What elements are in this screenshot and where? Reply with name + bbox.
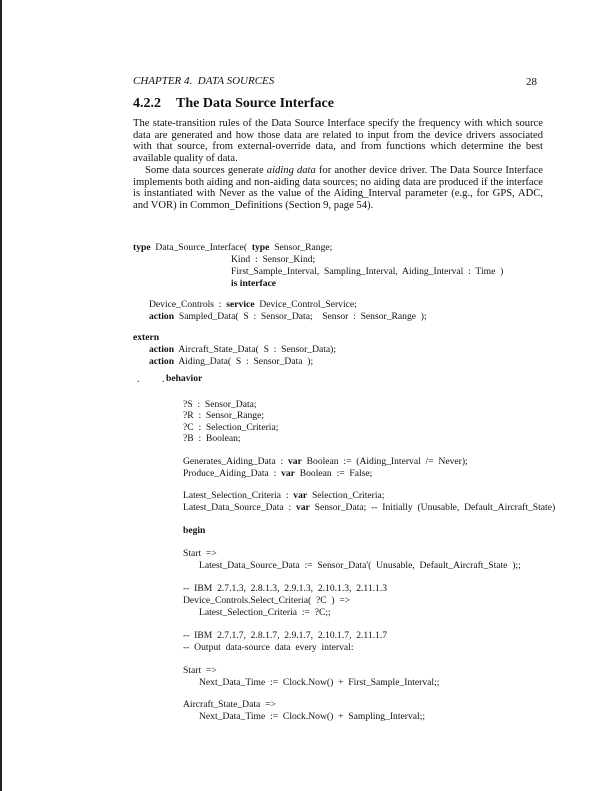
- code-line: [199, 678, 439, 688]
- code-line: [149, 300, 357, 310]
- paragraph-text: for another device driver. The Data Source Interface implements both aiding and non-aiding data sources; no aiding data are produced if the interface is instantiated with Never as the value of the Aiding_Interval parameter (e.g., for GPS, ADC, and VOR) in Common_Definitions (Section 9, page 54).: [133, 164, 544, 211]
- code-text: Latest_Selection_Criteria := ?C;;: [199, 607, 331, 618]
- paragraph-text: Some data sources generate: [145, 164, 267, 176]
- code-text: Device_Controls.Select_Criteria( ?C ) =>: [183, 595, 351, 606]
- code-text: Latest_Selection_Criteria :: [183, 490, 294, 501]
- code-text: Start =>: [183, 665, 217, 676]
- code-keyword: action: [149, 311, 175, 322]
- section-title: The Data Source Interface: [176, 96, 334, 111]
- code-keyword: service: [226, 299, 255, 310]
- code-line: [183, 666, 217, 676]
- code-line: [149, 345, 336, 355]
- code-line: [199, 712, 425, 722]
- code-text: Next_Data_Time := Clock.Now() + First_Sample_Interval;;: [199, 677, 440, 688]
- code-line: [231, 279, 276, 289]
- code-line: [183, 434, 241, 444]
- code-text: Device_Controls :: [149, 299, 227, 310]
- paragraph: [133, 118, 543, 165]
- page-edge: [0, 0, 2, 791]
- emphasis-text: aiding data: [266, 164, 316, 176]
- paragraph-text: The state-transition rules of the Data Source Interface specify the frequency with which source data are generated and how those data are related to input from the device drivers associated with that source, from external-override data, and from functions which determine the best available quality of data.: [133, 118, 543, 165]
- code-text: ?R : Sensor_Range;: [183, 410, 265, 421]
- code-text: Aircraft_State_Data( S : Sensor_Data);: [174, 344, 337, 355]
- code-line: [183, 584, 387, 594]
- code-text: ?B : Boolean;: [183, 433, 241, 444]
- code-keyword: action: [149, 356, 175, 367]
- code-keyword: var: [287, 456, 302, 467]
- code-text: Boolean := False;: [294, 468, 373, 479]
- code-keyword: is interface: [231, 278, 277, 289]
- paragraph: [133, 165, 543, 212]
- code-keyword: type: [251, 242, 270, 253]
- section-heading: [133, 97, 334, 111]
- code-text: Start =>: [183, 548, 217, 559]
- page-number: 28: [526, 76, 537, 88]
- body-text: [133, 118, 543, 212]
- code-keyword: action: [149, 344, 175, 355]
- code-keyword: extern: [133, 332, 160, 343]
- code-keyword: var: [281, 468, 295, 479]
- code-line: [199, 608, 331, 618]
- code-line: [231, 255, 315, 265]
- code-line: [166, 374, 202, 384]
- code-keyword: var: [293, 490, 308, 501]
- code-text: Sensor_Data; -- Initially (Unusable, Default_Aircraft_State): [309, 502, 556, 513]
- code-text: First_Sample_Interval, Sampling_Interval, Aiding_Interval : Time ): [231, 266, 504, 277]
- code-keyword: var: [295, 502, 310, 513]
- code-line: [183, 596, 350, 606]
- code-text: ?S : Sensor_Data;: [183, 399, 257, 410]
- code-text: Data_Source_Interface(: [150, 242, 252, 253]
- code-line: [183, 457, 468, 467]
- code-line: [183, 411, 264, 421]
- code-text: Kind : Sensor_Kind;: [231, 254, 316, 265]
- code-text: Latest_Data_Source_Data :: [183, 502, 296, 513]
- code-line: [149, 312, 427, 322]
- section-number: 4.2.2: [133, 96, 161, 111]
- code-keyword: behavior: [166, 373, 203, 384]
- code-text: -- IBM 2.7.1.3, 2.8.1.3, 2.9.1.3, 2.10.1.3, 2.11.1.3: [183, 583, 388, 594]
- code-line: [183, 491, 384, 501]
- code-line: [183, 631, 387, 641]
- code-line: [183, 423, 278, 433]
- code-text: Sampled_Data( S : Sensor_Data; Sensor : Sensor_Range );: [174, 311, 427, 322]
- code-text: -- Output data-source data every interval:: [183, 642, 354, 653]
- code-line: [183, 526, 205, 536]
- code-line: [199, 561, 521, 571]
- code-text: Latest_Data_Source_Data := Sensor_Data'( Unusable, Default_Aircraft_State );;: [199, 560, 521, 571]
- code-text: Sensor_Range;: [269, 242, 333, 253]
- code-text: Generates_Aiding_Data :: [183, 456, 288, 467]
- code-line: [183, 400, 257, 410]
- code-text: Next_Data_Time := Clock.Now() + Sampling_Interval;;: [199, 711, 426, 722]
- code-line: [183, 549, 217, 559]
- code-keyword: begin: [183, 525, 206, 536]
- code-line: [149, 357, 313, 367]
- running-header: CHAPTER 4. DATA SOURCES: [133, 75, 275, 87]
- code-line: [231, 267, 503, 277]
- code-text: Produce_Aiding_Data :: [183, 468, 282, 479]
- code-line: [183, 643, 354, 653]
- code-text: -- IBM 2.7.1.7, 2.8.1.7, 2.9.1.7, 2.10.1.7, 2.11.1.7: [183, 630, 388, 641]
- code-line: [183, 503, 555, 513]
- code-keyword: type: [133, 242, 151, 253]
- code-text: Aircraft_State_Data =>: [183, 699, 276, 710]
- code-line: [183, 469, 372, 479]
- code-line: [133, 333, 159, 343]
- code-text: Aiding_Data( S : Sensor_Data );: [174, 356, 314, 367]
- margin-marks: . .: [137, 374, 175, 385]
- code-line: [133, 243, 332, 253]
- code-text: Device_Control_Service;: [254, 299, 357, 310]
- code-text: Selection_Criteria;: [307, 490, 385, 501]
- code-text: Boolean := (Aiding_Interval /= Never);: [301, 456, 468, 467]
- code-line: [183, 700, 276, 710]
- code-text: ?C : Selection_Criteria;: [183, 422, 279, 433]
